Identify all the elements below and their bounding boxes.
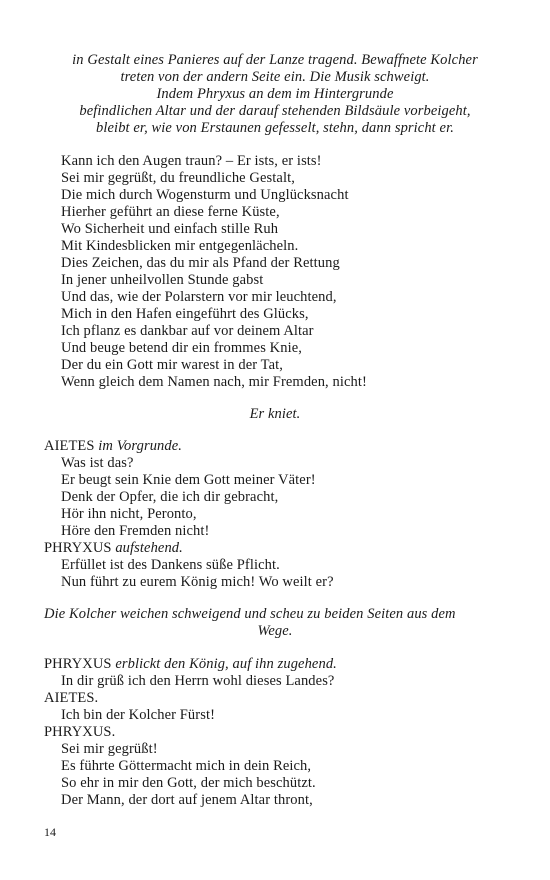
speaker-name: AIETES: [44, 438, 95, 454]
verse-line: Erfüllet ist des Dankens süße Pflicht.: [61, 557, 280, 573]
speaker-name: PHRYXUS.: [44, 724, 116, 740]
verse-line: So ehr in mir den Gott, der mich beschützt.: [61, 775, 316, 791]
verse-line: Nun führt zu eurem König mich! Wo weilt er?: [61, 574, 334, 590]
verse-line: Er beugt sein Knie dem Gott meiner Väter!: [61, 472, 316, 488]
verse-line: Dies Zeichen, das du mir als Pfand der Rettung: [61, 255, 340, 271]
verse-line: Was ist das?: [61, 455, 134, 471]
stage-direction-line: bleibt er, wie von Erstaunen gefesselt, stehn, dann spricht er.: [96, 120, 454, 136]
speaker-heading: [44, 540, 183, 557]
speaker-name: PHRYXUS: [44, 540, 112, 556]
speaker-heading: [44, 438, 182, 455]
verse-line: Sei mir gegrüßt!: [61, 741, 158, 757]
verse-line: Wenn gleich dem Namen nach, mir Fremden, nicht!: [61, 374, 367, 390]
verse-line: In jener unheilvollen Stunde gabst: [61, 272, 264, 288]
speaker-heading: [44, 656, 337, 673]
verse-line: Ich bin der Kolcher Fürst!: [61, 707, 216, 723]
stage-direction-line: befindlichen Altar und der darauf stehenden Bildsäule vorbeigeht,: [79, 103, 471, 119]
verse-line: Ich pflanz es dankbar auf vor deinem Altar: [61, 323, 314, 339]
verse-line: Hierher geführt an diese ferne Küste,: [61, 204, 280, 220]
stage-direction-line: Wege.: [257, 623, 293, 639]
verse-line: Es führte Göttermacht mich in dein Reich,: [61, 758, 312, 774]
verse-line: Wo Sicherheit und einfach stille Ruh: [61, 221, 279, 237]
stage-direction-line: treten von der andern Seite ein. Die Musik schweigt.: [120, 69, 430, 85]
verse-line: Denk der Opfer, die ich dir gebracht,: [61, 489, 279, 505]
speaker-direction: erblickt den König, auf ihn zugehend.: [115, 656, 337, 672]
verse-line: Der Mann, der dort auf jenem Altar thront,: [61, 792, 313, 808]
verse-line: Kann ich den Augen traun? – Er ists, er ists!: [61, 153, 322, 169]
stage-direction-line: Die Kolcher weichen schweigend und scheu zu beiden Seiten aus dem: [44, 606, 456, 622]
speaker-direction: im Vorgrunde.: [98, 438, 183, 454]
verse-line: Mit Kindesblicken mir entgegenlächeln.: [61, 238, 299, 254]
verse-line: Sei mir gegrüßt, du freundliche Gestalt,: [61, 170, 295, 186]
verse-line: Höre den Fremden nicht!: [61, 523, 210, 539]
verse-line: Der du ein Gott mir warest in der Tat,: [61, 357, 283, 373]
speaker-name: AIETES.: [44, 690, 99, 706]
verse-line: Und beuge betend dir ein frommes Knie,: [61, 340, 302, 356]
verse-line: Hör ihn nicht, Peronto,: [61, 506, 197, 522]
verse-line: In dir grüß ich den Herrn wohl dieses Landes?: [61, 673, 335, 689]
stage-direction-line: in Gestalt eines Panieres auf der Lanze tragend. Bewaffnete Kolcher: [72, 52, 478, 68]
stage-direction-line: Indem Phryxus an dem im Hintergrunde: [156, 86, 394, 102]
speaker-name: PHRYXUS: [44, 656, 112, 672]
verse-line: Mich in den Hafen eingeführt des Glücks,: [61, 306, 309, 322]
page-number: 14: [44, 825, 56, 839]
verse-line: Die mich durch Wogensturm und Unglücksnacht: [61, 187, 349, 203]
stage-direction-kneels: Er kniet.: [249, 406, 301, 422]
speaker-direction: aufstehend.: [115, 540, 183, 556]
verse-line: Und das, wie der Polarstern vor mir leuchtend,: [61, 289, 337, 305]
